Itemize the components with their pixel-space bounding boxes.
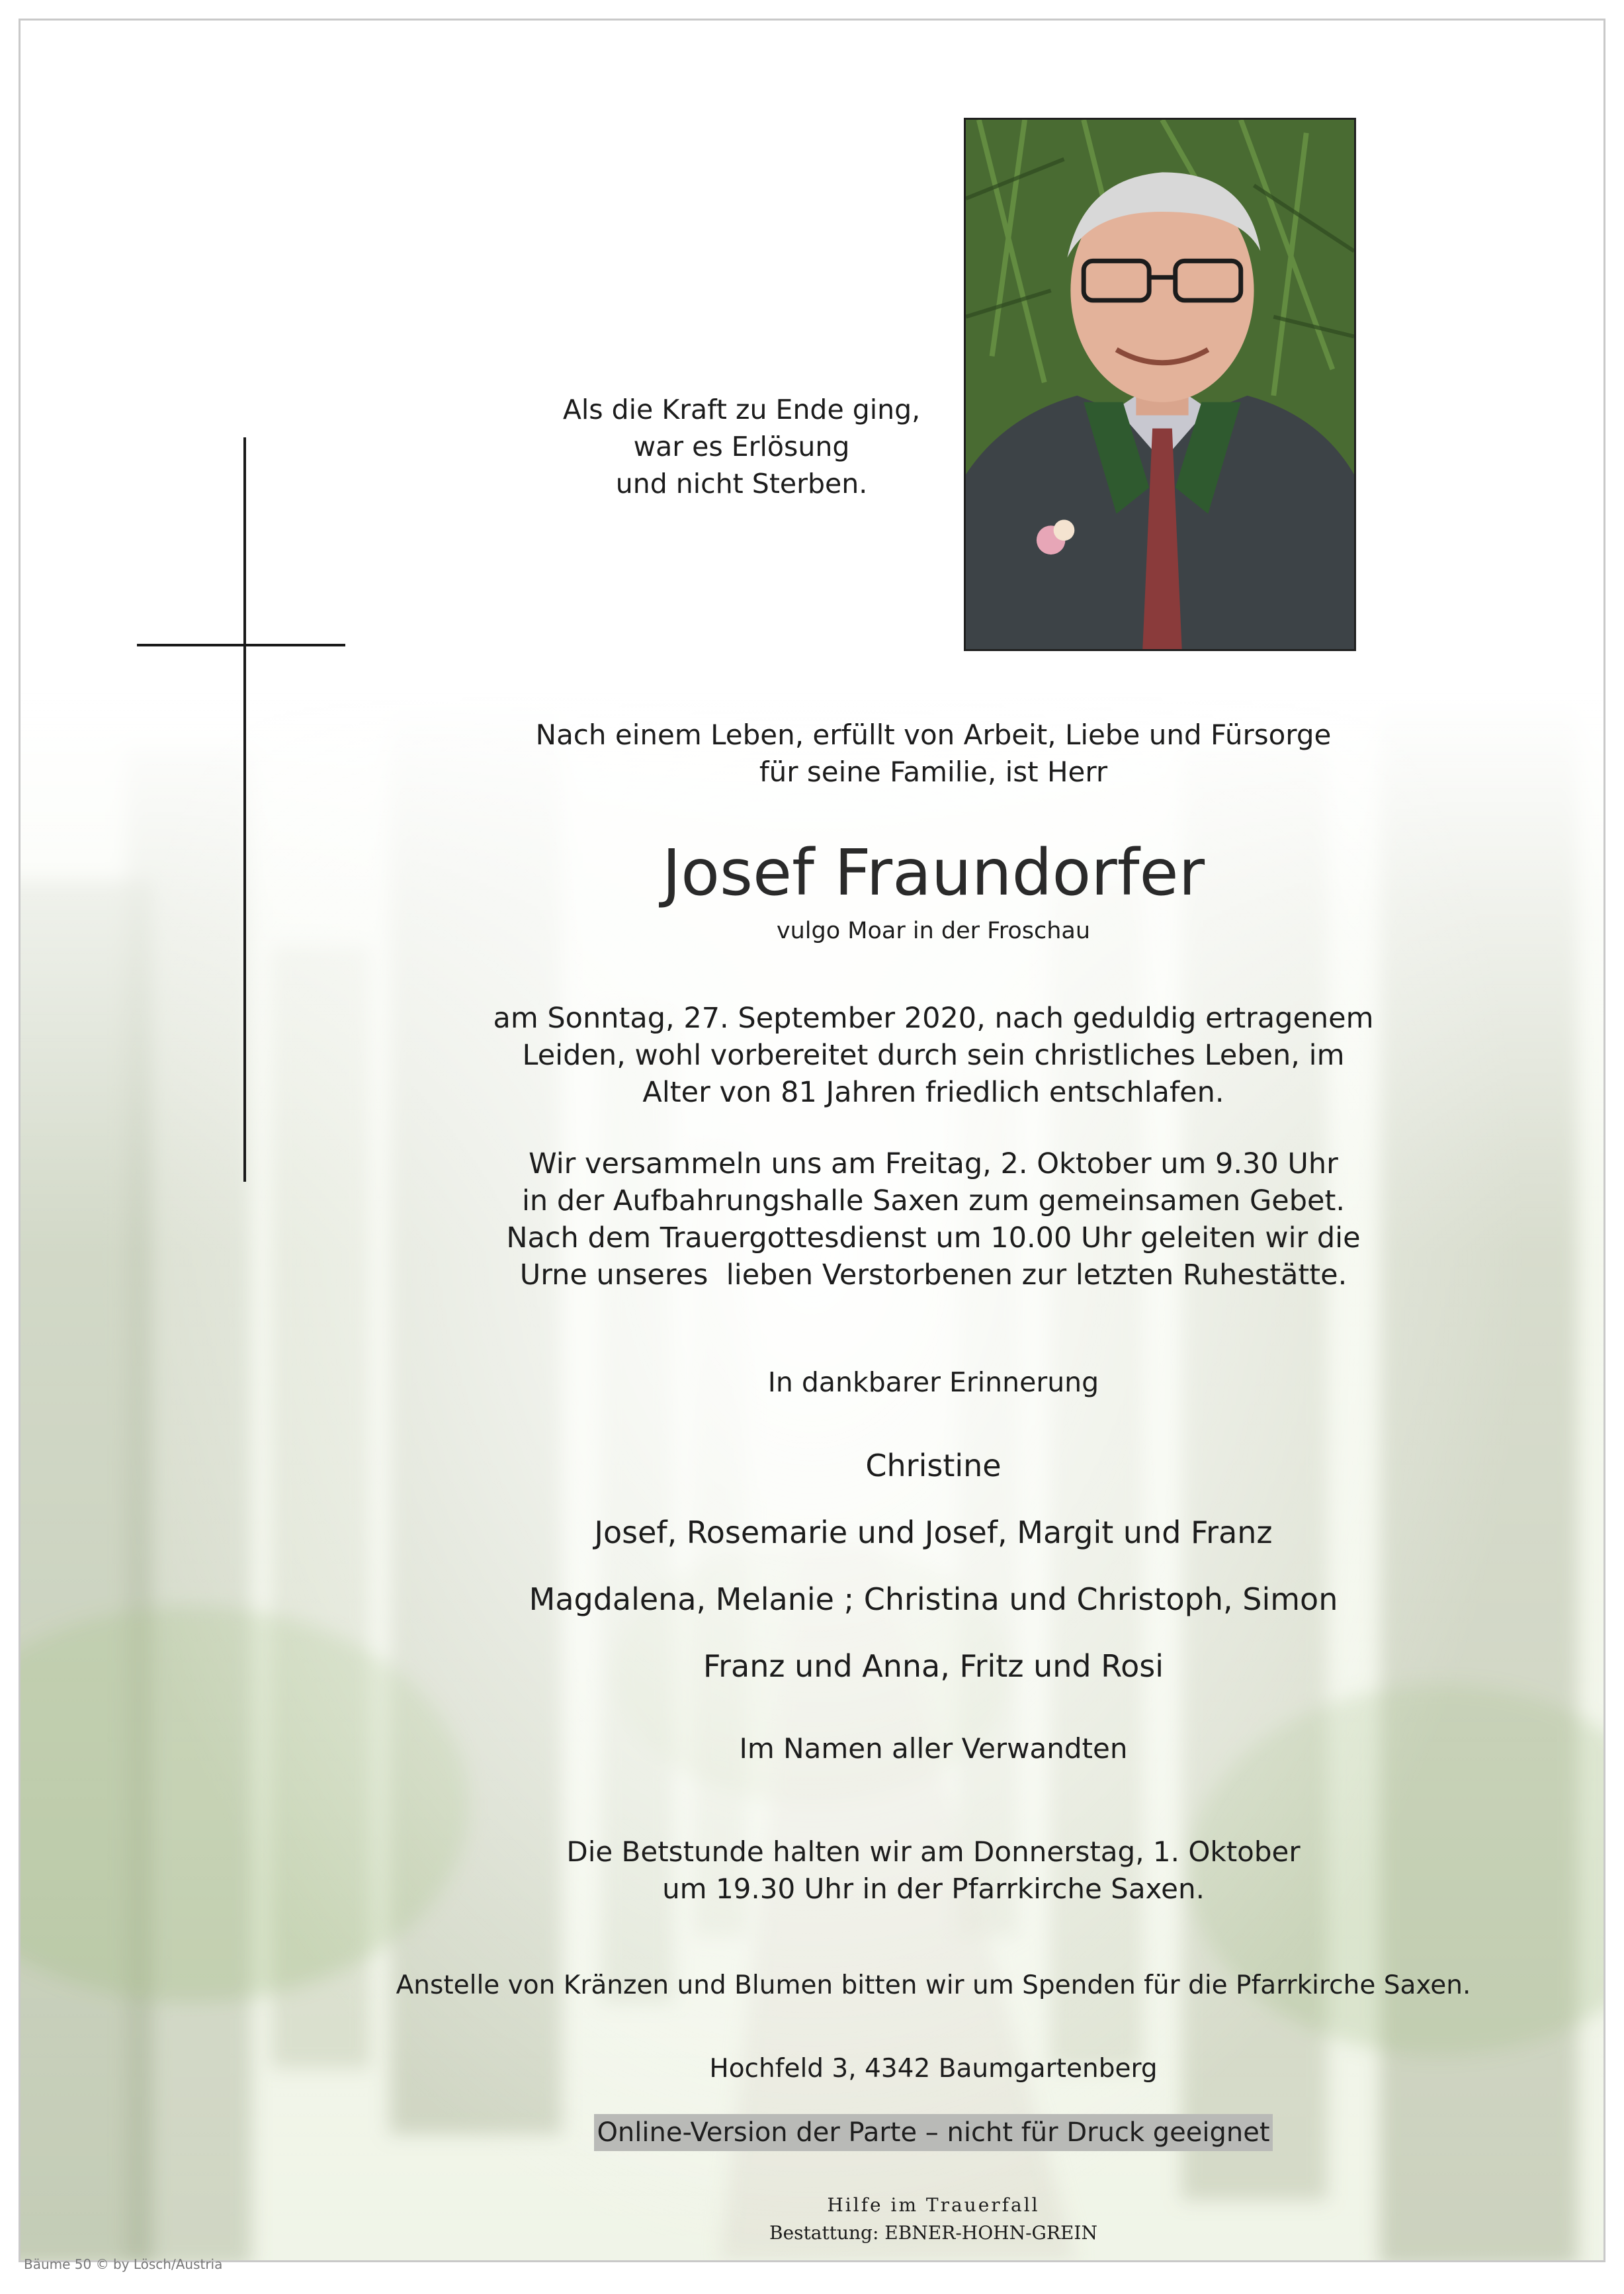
poem-line: und nicht Sterben. [615,468,868,500]
cross-icon-vertical [243,437,246,1182]
family-line: Magdalena, Melanie ; Christina und Christoph, Simon [529,1581,1338,1617]
online-notice-wrap [484,2114,1383,2151]
portrait-illustration [966,120,1354,649]
prayer-hour [391,1833,1476,1908]
service-info [391,1145,1476,1294]
deceased-name: Josef Fraundorfer [662,836,1205,910]
family-list [391,1433,1476,1700]
online-notice: Online-Version der Parte – nicht für Druck geeignet [594,2114,1272,2151]
memory-heading: In dankbarer Erinnerung [767,1366,1099,1398]
death-notice-line: Leiden, wohl vorbereitet durch sein christliches Leben, im [522,1039,1345,1072]
family-line: Franz und Anna, Fritz und Rosi [703,1648,1164,1684]
intro-text [417,717,1449,791]
prayer-line: Die Betstunde halten wir am Donnerstag, 1. Oktober [566,1835,1301,1868]
service-line: in der Aufbahrungshalle Saxen zum gemeinsamen Gebet. [521,1184,1346,1217]
donation-request: Anstelle von Kränzen und Blumen bitten wir um Spenden für die Pfarrkirche Saxen. [396,1970,1471,2000]
intro-line: Nach einem Leben, erfüllt von Arbeit, Liebe und Fürsorge [535,719,1332,751]
death-notice-line: Alter von 81 Jahren friedlich entschlafen. [642,1076,1224,1109]
service-line: Nach dem Trauergottesdienst um 10.00 Uhr geleiten wir die [506,1221,1361,1255]
footer-funeral-home: Bestattung: EBNER-HOHN-GREIN [769,2222,1097,2244]
relatives-line: Im Namen aller Verwandten [739,1732,1128,1765]
family-line: Josef, Rosemarie und Josef, Margit und Franz [594,1515,1273,1550]
obituary-sheet [19,19,1605,2262]
cross-icon-horizontal [137,644,345,646]
family-address: Hochfeld 3, 4342 Baumgartenberg [709,2054,1158,2084]
intro-line: für seine Familie, ist Herr [759,756,1108,788]
poem [503,391,980,502]
death-notice [391,1000,1476,1111]
deceased-vulgo: vulgo Moar in der Froschau [776,918,1091,944]
prayer-line: um 19.30 Uhr in der Pfarrkirche Saxen. [662,1873,1205,1905]
poem-line: war es Erlösung [633,431,850,463]
portrait-photo [964,118,1356,651]
service-line: Urne unseres lieben Verstorbenen zur letzten Ruhestätte. [519,1258,1347,1292]
poem-line: Als die Kraft zu Ende ging, [562,394,921,425]
forest-background [21,21,1603,2260]
death-notice-line: am Sonntag, 27. September 2020, nach geduldig ertragenem [493,1002,1374,1035]
copyright-note: Bäume 50 © by Lösch/Austria [24,2256,223,2272]
footer-help: Hilfe im Trauerfall [827,2194,1040,2216]
service-line: Wir versammeln uns am Freitag, 2. Oktober um 9.30 Uhr [529,1147,1338,1180]
family-line: Christine [865,1448,1002,1483]
